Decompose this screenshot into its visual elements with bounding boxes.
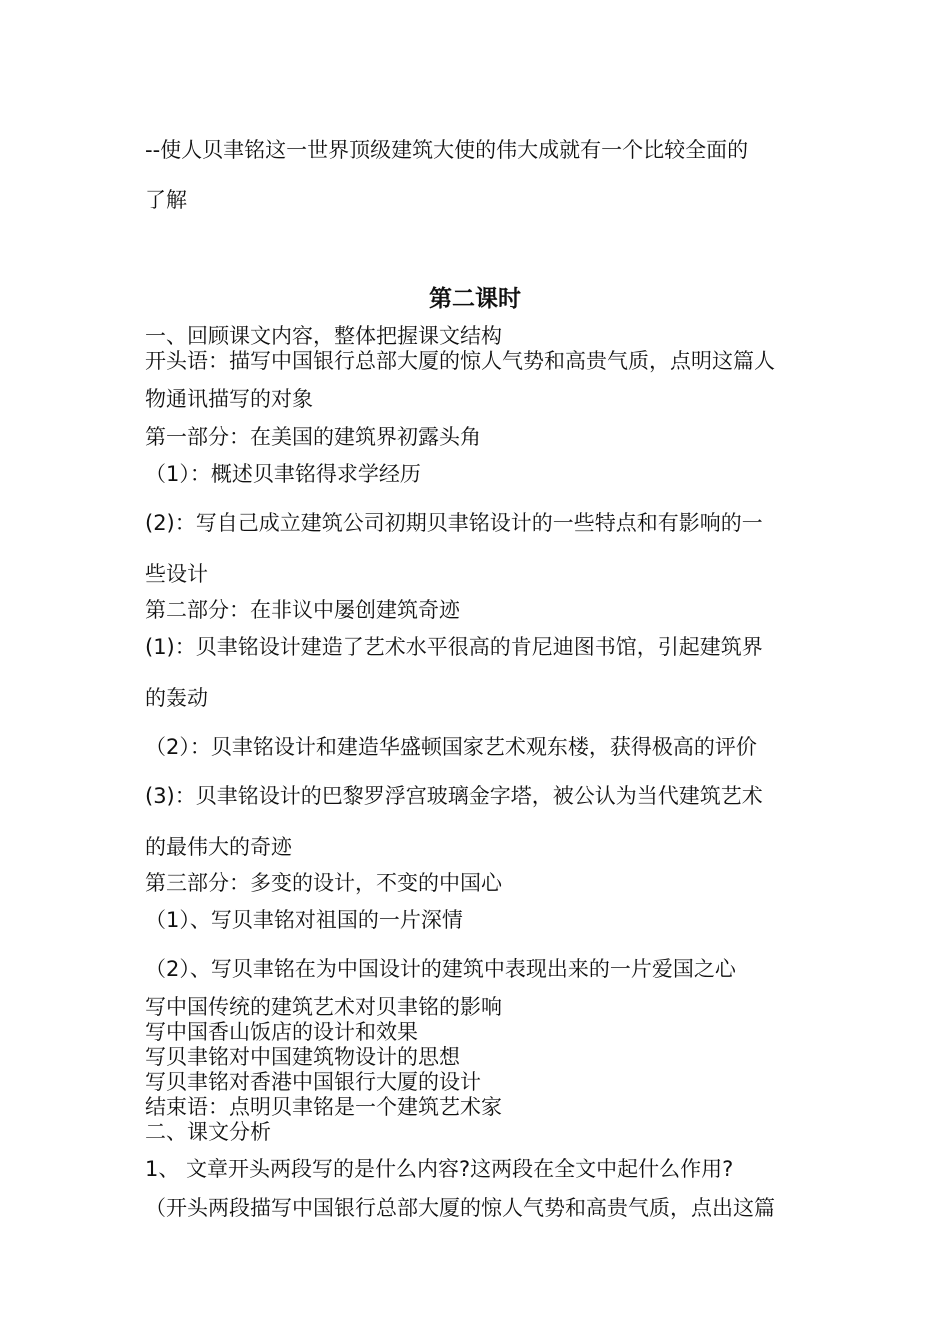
detail-line-2: 写中国香山饭店的设计和效果 [145,1020,418,1044]
detail-line-4: 写贝聿铭对香港中国银行大厦的设计 [145,1070,481,1094]
closing-line: 结束语：点明贝聿铭是一个建筑艺术家 [145,1095,502,1119]
detail-line-3: 写贝聿铭对中国建筑物设计的思想 [145,1045,460,1069]
part1-heading: 第一部分：在美国的建筑界初露头角 [145,425,481,449]
part2-item-1-line-1: (1)：贝聿铭设计建造了艺术水平很高的肯尼迪图书馆，引起建筑界 [145,635,763,659]
opening-line-2: 物通讯描写的对象 [145,387,313,411]
part3-item-2: （2）、写贝聿铭在为中国设计的建筑中表现出来的一片爱国之心 [145,957,736,981]
part3-heading: 第三部分：多变的设计，不变的中国心 [145,871,502,895]
opening-line-1: 开头语：描写中国银行总部大厦的惊人气势和高贵气质，点明这篇人 [145,349,775,373]
part2-item-3-line-1: (3)：贝聿铭设计的巴黎罗浮宫玻璃金字塔，被公认为当代建筑艺术 [145,784,763,808]
part2-item-1-line-2: 的轰动 [145,686,208,710]
lesson-title: 第二课时 [429,286,521,312]
section1-heading: 一、回顾课文内容，整体把握课文结构 [145,324,502,348]
section2-heading: 二、课文分析 [145,1120,271,1144]
part2-heading: 第二部分：在非议中屡创建筑奇迹 [145,598,460,622]
detail-line-1: 写中国传统的建筑艺术对贝聿铭的影响 [145,995,502,1019]
part1-item-2-line-1: (2)：写自己成立建筑公司初期贝聿铭设计的一些特点和有影响的一 [145,511,763,535]
question-1: 1、 文章开头两段写的是什么内容?这两段在全文中起什么作用? [145,1157,734,1181]
part1-item-2-line-2: 些设计 [145,562,208,586]
part3-item-1: （1）、写贝聿铭对祖国的一片深情 [145,908,463,932]
intro-line-2: 了解 [145,188,187,212]
part1-item-1: （1）：概述贝聿铭得求学经历 [145,462,421,486]
part2-item-3-line-2: 的最伟大的奇迹 [145,835,292,859]
part2-item-2: （2）：贝聿铭设计和建造华盛顿国家艺术观东楼，获得极高的评价 [145,735,757,759]
intro-line-1: --使人贝聿铭这一世界顶级建筑大使的伟大成就有一个比较全面的 [145,138,749,162]
answer-1-line-1: （开头两段描写中国银行总部大厦的惊人气势和高贵气质，点出这篇 [145,1196,775,1220]
